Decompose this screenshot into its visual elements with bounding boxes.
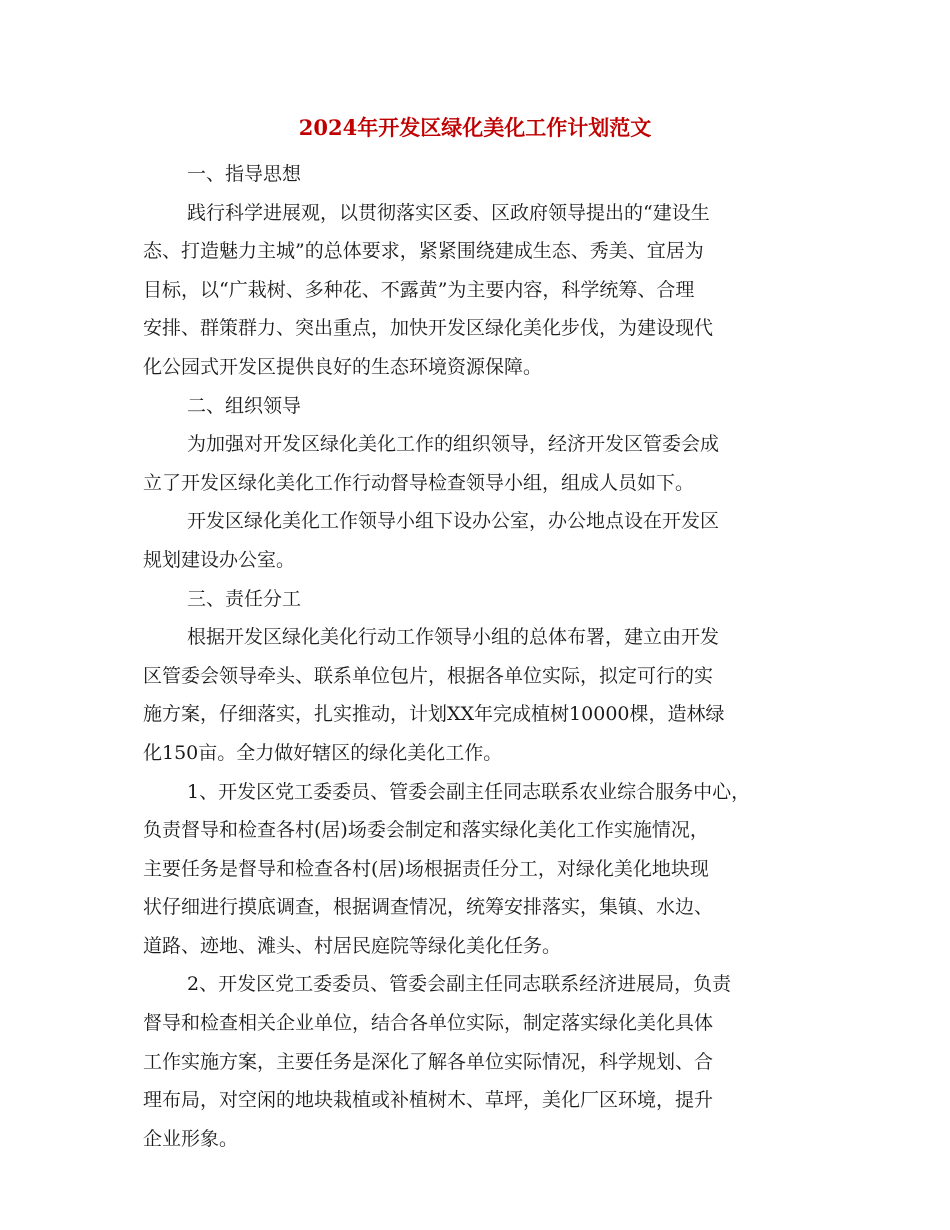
paragraph-line: 1、开发区党工委委员、管委会副主任同志联系农业综合服务中心， [187, 780, 751, 803]
paragraph-line: 施方案，仔细落实，扎实推动，计划XX年完成植树10000棵，造林绿 [143, 703, 725, 726]
paragraph-line: 践行科学进展观，以贯彻落实区委、区政府领导提出的“建设生 [187, 201, 710, 224]
paragraph-line: 主要任务是督导和检查各村(居)场根据责任分工，对绿化美化地块现 [143, 857, 709, 880]
paragraph-line: 开发区绿化美化工作领导小组下设办公室，办公地点设在开发区 [187, 510, 720, 533]
paragraph-line: 状仔细进行摸底调查，根据调查情况，统筹安排落实，集镇、水边、 [143, 896, 714, 919]
paragraph-line: 企业形象。 [143, 1127, 239, 1150]
paragraph-line: 化公园式开发区提供良好的生态环境资源保障。 [143, 355, 543, 378]
section-heading-responsibility: 三、责任分工 [187, 587, 302, 610]
document-title: 2024年开发区绿化美化工作计划范文 [298, 115, 652, 140]
paragraph-line: 为加强对开发区绿化美化工作的组织领导，经济开发区管委会成 [187, 433, 720, 456]
paragraph-line: 根据开发区绿化美化行动工作领导小组的总体布署，建立由开发 [187, 626, 720, 649]
paragraph-line: 安排、群策群力、突出重点，加快开发区绿化美化步伐，为建设现代 [143, 317, 714, 340]
paragraph-line: 道路、迹地、滩头、村居民庭院等绿化美化任务。 [143, 934, 562, 957]
paragraph-line: 理布局，对空闲的地块栽植或补植树木、草坪，美化厂区环境，提升 [143, 1089, 714, 1112]
paragraph-line: 立了开发区绿化美化工作行动督导检查领导小组，组成人员如下。 [143, 471, 695, 494]
paragraph-line: 化150亩。全力做好辖区的绿化美化工作。 [143, 741, 503, 764]
paragraph-line: 目标，以“广栽树、多种花、不露黄”为主要内容，科学统筹、合理 [143, 278, 695, 301]
section-heading-organization: 二、组织领导 [187, 394, 302, 417]
section-heading-guiding-ideology: 一、指导思想 [187, 163, 302, 185]
paragraph-line: 规划建设办公室。 [143, 548, 296, 571]
paragraph-line: 督导和检查相关企业单位，结合各单位实际，制定落实绿化美化具体 [143, 1012, 714, 1035]
paragraph-line: 2、开发区党工委委员、管委会副主任同志联系经济进展局，负责 [187, 973, 732, 996]
paragraph-line: 态、打造魅力主城”的总体要求，紧紧围绕建成生态、秀美、宜居为 [143, 240, 704, 263]
document-body [143, 155, 803, 1158]
paragraph-line: 工作实施方案，主要任务是深化了解各单位实际情况，科学规划、合 [143, 1050, 714, 1073]
paragraph-line: 负责督导和检查各村(居)场委会制定和落实绿化美化工作实施情况， [143, 819, 709, 842]
paragraph-line: 区管委会领导牵头、联系单位包片，根据各单位实际，拟定可行的实 [143, 664, 714, 687]
